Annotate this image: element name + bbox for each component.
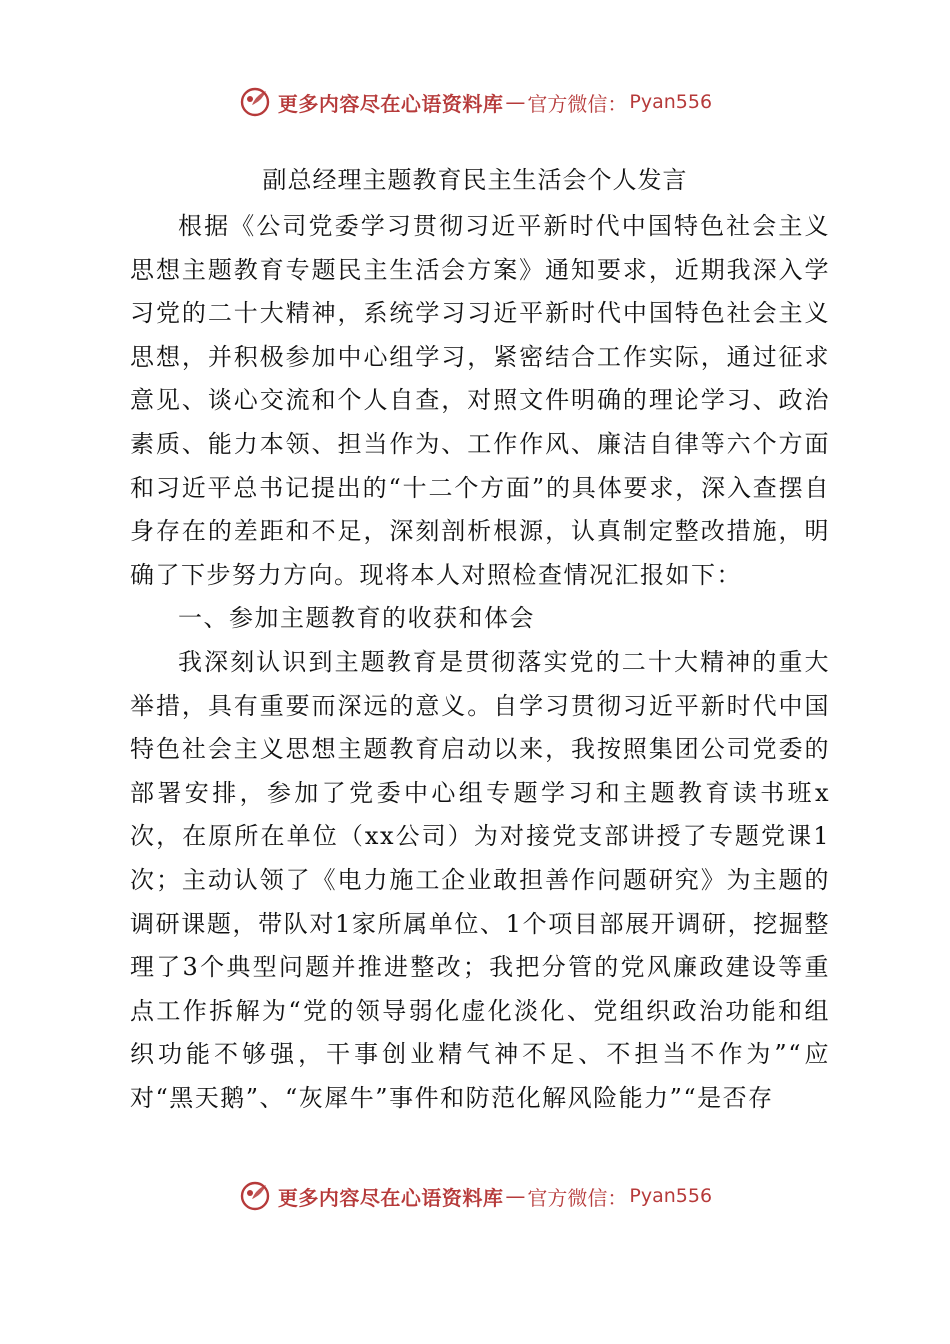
paragraph-intro: 根据《公司党委学习贯彻习近平新时代中国特色社会主义思想主题教育专题民主生活会方案》通知要求，近期我深入学习党的二十大精神，系统学习习近平新时代中国特色社会主义思想，并积极参加中心组学习，紧密结合工作实际，通过征求意见、谈心交流和个人自查，对照文件明确的理论学习、政治素质、能力本领、担当作为、工作作风、廉洁自律等六个方面和习近平总书记提出的“十二个方面”的具体要求，深入查摆自身存在的差距和不足，深刻剖析根源，认真制定整改措施，明确了下步努力方向。现将本人对照检查情况汇报如下： <box>130 212 830 589</box>
footer-watermark-banner <box>0 1176 950 1216</box>
paragraph-section-1: 我深刻认识到主题教育是贯彻落实党的二十大精神的重大举措，具有重要而深远的意义。自学习贯彻习近平新时代中国特色社会主义思想主题教育启动以来，我按照集团公司党委的部署安排，参加了党委中心组专题学习和主题教育读书班x次，在原所在单位（xx公司）为对接党支部讲授了专题党课1次；主动认领了《电力施工企业敢担善作问题研究》为主题的调研课题，带队对1家所属单位、1个项目部展开调研，挖掘整理了3个典型问题并推进整改；我把分管的党风廉政建设等重点工作拆解为“党的领导弱化虚化淡化、党组织政治功能和组织功能不够强，干事创业精气神不足、不担当不作为”“应对“黑天鹅”、“灰犀牛”事件和防范化解风险能力”“是否存 <box>130 647 830 1112</box>
separator-dash: — <box>505 90 526 114</box>
pen-nib-logo-icon <box>238 85 272 119</box>
brand-name: 更多内容尽在心语资料库 <box>277 91 504 116</box>
pen-nib-logo-icon <box>238 1179 272 1213</box>
document-title: 副总经理主题教育民主生活会个人发言 <box>262 166 688 194</box>
official-wechat-label: 官方微信： <box>527 91 628 116</box>
brand-name: 更多内容尽在心语资料库 <box>277 1185 504 1210</box>
official-wechat-label: 官方微信： <box>527 1185 628 1210</box>
wechat-id: Pyan556 <box>629 1185 713 1207</box>
document-body <box>130 205 830 1120</box>
header-watermark-banner <box>0 82 950 122</box>
section-heading-1: 一、参加主题教育的收获和体会 <box>178 604 535 633</box>
wechat-id: Pyan556 <box>629 91 713 113</box>
separator-dash: — <box>505 1184 526 1208</box>
